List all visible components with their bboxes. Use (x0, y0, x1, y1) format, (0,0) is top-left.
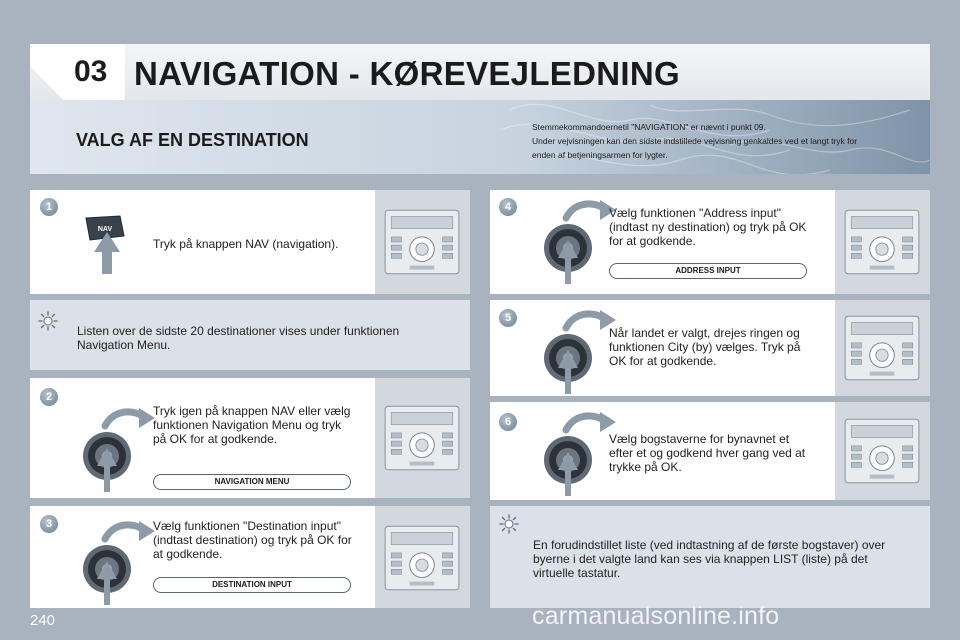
radio-thumbnail (375, 378, 470, 498)
radio-thumbnail (835, 300, 930, 396)
instruction-line: Når landet er valgt, drejes ringen og (609, 326, 800, 340)
radio-thumbnail (835, 402, 930, 500)
instruction-line: funktionen Navigation Menu og tryk (153, 418, 342, 432)
note-line: enden af betjeningsarmen for lygter. (532, 150, 668, 160)
instruction-line: på OK for at godkende. (153, 432, 278, 446)
step-number: 1 (40, 198, 58, 216)
tip-line: Listen over de sidste 20 destinationer vises under funktionen (77, 324, 400, 338)
radio-unit-icon (381, 522, 463, 594)
rotary-knob-icon (75, 517, 155, 607)
tip-line: Navigation Menu. (77, 338, 171, 352)
note-line: Stemmekommandoernetil "NAVIGATION" er nævnt i punkt 09. (532, 122, 766, 132)
step-instruction (609, 326, 829, 368)
note-line: Under vejvisningen kan den sidste indstillede vejvisning genkaldes ved et langt tryk for (532, 136, 858, 146)
rotary-knob-icon (536, 408, 616, 498)
page-title: NAVIGATION - KØREVEJLEDNING (134, 55, 680, 92)
rotary-knob-icon (536, 306, 616, 396)
radio-unit-icon (381, 402, 463, 474)
lightbulb-icon (38, 311, 58, 331)
step-instruction (153, 237, 363, 251)
instruction-line: Tryk igen på knappen NAV eller vælg (153, 404, 351, 418)
instruction-line: for at godkende. (609, 234, 696, 248)
menu-label-pill: NAVIGATION MENU (153, 474, 351, 490)
chapter-number: 03 (74, 55, 108, 88)
radio-unit-icon (841, 415, 923, 487)
menu-label-pill: DESTINATION INPUT (153, 577, 351, 593)
instruction-line: Tryk på knappen NAV (navigation). (153, 237, 339, 251)
rotary-knob-icon (75, 404, 155, 494)
instruction-line: Vælg funktionen "Address input" (609, 206, 781, 220)
step-number: 4 (499, 198, 517, 216)
menu-label-pill: ADDRESS INPUT (609, 263, 807, 279)
step-instruction (609, 432, 829, 474)
section-title: VALG AF EN DESTINATION (76, 130, 309, 150)
step-number: 5 (499, 309, 517, 327)
nav-button-icon (80, 212, 130, 276)
radio-thumbnail (375, 190, 470, 294)
lightbulb-icon (499, 514, 519, 534)
rotary-knob-icon (536, 196, 616, 286)
tip-line: byerne i det valgte land kan ses via knappen LIST (liste) på det (533, 552, 868, 566)
radio-thumbnail (375, 506, 470, 608)
radio-unit-icon (841, 206, 923, 278)
tip-line: En forudindstillet liste (ved indtastning af de første bogstaver) over (533, 538, 886, 552)
instruction-line: at godkende. (153, 547, 223, 561)
step-number: 6 (499, 413, 517, 431)
instruction-line: efter et og godkend hver gang ved at (609, 446, 806, 460)
step-instruction (153, 404, 373, 446)
instruction-line: funktionen City (by) vælges. Tryk på (609, 340, 801, 354)
intro-note (532, 120, 917, 162)
watermark: carmanualsonline.info (532, 602, 780, 630)
radio-unit-icon (841, 312, 923, 384)
step-instruction (609, 206, 829, 248)
radio-unit-icon (381, 206, 463, 278)
tip-line: virtuelle tastatur. (533, 566, 621, 580)
page-number: 240 (30, 612, 56, 629)
step-number: 3 (40, 515, 58, 533)
instruction-line: OK for at godkende. (609, 354, 717, 368)
nav-button-label: NAV (97, 226, 113, 233)
tip-text (533, 538, 923, 580)
instruction-line: trykke på OK. (609, 460, 682, 474)
instruction-line: Vælg funktionen "Destination input" (153, 519, 341, 533)
radio-thumbnail (835, 190, 930, 294)
instruction-line: Vælg bogstaverne for bynavnet et (609, 432, 790, 446)
instruction-line: (indtast destination) og tryk på OK for (153, 533, 352, 547)
tip-text (77, 324, 457, 352)
instruction-line: (indtast ny destination) og tryk på OK (609, 220, 807, 234)
step-number: 2 (40, 388, 58, 406)
step-instruction (153, 519, 373, 561)
